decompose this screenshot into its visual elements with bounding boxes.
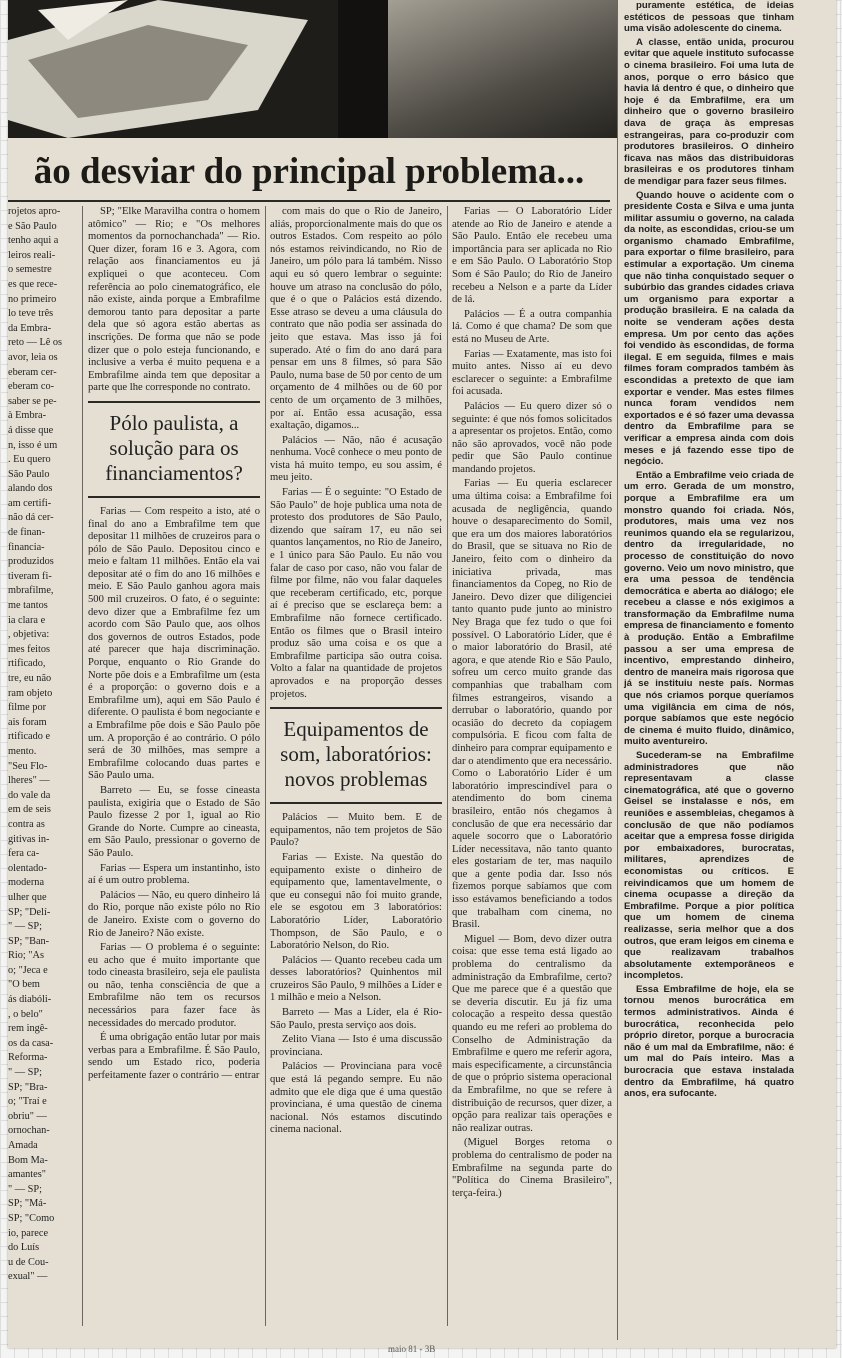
paragraph: mento. — [8, 745, 37, 757]
paragraph: Farias — Eu queria esclarecer uma última coisa: a Embrafilme foi acusada de negligência, quando houve o desaparecimento do Somil, que era um dos maiores laboratórios do Brasil, que se situava no Rio de Janeiro, feito com o dinheiro da iniciativa privada, mas financiamentos da Copeg, no Rio de Janeiro. Devo dizer que diligenciei tanto quanto pude junto ao ministro Ney Braga que fez tudo o que foi possível. O Laboratório Líder, que é o maior laboratório do Brasil, até agora, e que atende Rio e São Paulo, sofreu um cerco muito grande das companhias que trabalham com filmes estrangeiros, visando a derrubar o laboratório, quando por ocasião do decreto da copiagem compulsória. E ficou com falta de dinheiro para comprar equipamento e dar o atendimento que era necessário. Como o Laboratório Líder é um laboratório imprescindível para o atendimento do bom cinema brasileiro, então nós chegamos à conclusão de que era necessário dar aquele socorro que o Laboratório Líder necessitava, não tanto quanto eles gostariam de ter, mas naquilo que a gente podia dar. Isso nós fizemos porque sabíamos que com isso estávamos beneficiando a todos que trabalham com cinema, no Brasil. — [452, 478, 612, 931]
paragraph: leiros reali- — [8, 249, 56, 261]
paragraph: lheres" — — [8, 775, 50, 787]
paragraph: rojetos apro- — [8, 206, 61, 217]
paragraph: . Eu quero — [8, 454, 51, 466]
paragraph: ia clara e — [8, 614, 46, 626]
column-3 — [452, 206, 612, 1326]
header-photo — [8, 0, 610, 138]
column-1 — [88, 206, 260, 1326]
paragraph: Rio; "As — [8, 950, 44, 962]
column-2 — [270, 206, 442, 1326]
column-4 — [624, 0, 794, 1340]
paragraph: ais foram — [8, 716, 47, 728]
paragraph: olentado- — [8, 862, 47, 874]
headline-rule — [8, 200, 610, 202]
paragraph: SP; "Delí- — [8, 906, 51, 918]
column-1-body — [88, 506, 260, 1083]
paragraph: " — SP; — [8, 1183, 42, 1195]
newspaper-clipping — [8, 0, 836, 1354]
paragraph: eberam cer- — [8, 366, 57, 378]
paragraph: Farias — O Laboratório Líder atende ao Rio de Janeiro e atende a São Paulo. Então ele recebeu uma importância para ser aplicada no Rio e em São Paulo. O Laboratório Stop Som é São Paulo; do Rio de Janeiro recebeu a Nelson e a parte da Líder de lá. — [452, 206, 612, 306]
paragraph: tre, eu não — [8, 673, 52, 684]
paragraph: rem ingê- — [8, 1023, 48, 1035]
paragraph: à Embra- — [8, 410, 47, 422]
paragraph: Reforma- — [8, 1052, 48, 1064]
paragraph: Palácios — Não, não é acusação nenhuma. Você conhece o meu ponto de vista há muito tempo, eu sou assim, é meu jeito. — [270, 434, 442, 484]
paragraph: Sucederam-se na Embrafilme administradores que não representavam a classe cinematográfica, até que o governo Geisel se instalasse e nós, em reuniões e assembleias, chegamos à conclusão de que não podíamos aceitar que a empresa fosse dirigida por embaixadores, burocratas, militares, aprendizes de economistas ou críticos. E reivindicamos que um homem de cinema ocupasse a direção da Embrafilme. Porque a pior política que um homem de cinema realizasse, seria melhor que a dos outros, que eram leigos em cinema e que realizavam trabalhos absolutamente extemporâneos e incompletos. — [624, 750, 794, 982]
paragraph: moderna — [8, 877, 45, 889]
paragraph: Barreto — Mas a Líder, ela é Rio-São Paulo, presta serviço aos dois. — [270, 1007, 442, 1031]
paragraph: tiveram fi- — [8, 570, 52, 582]
paragraph: Quando houve o acidente com o presidente Costa e Silva e uma junta militar assumiu o governo, na calada da noite, as escondidas, criou-se um organismo chamado Embrafilme, para exportar o filme brasileiro, para estimular a exportação. Um cinema que não tinha conquistado sequer o subúrbio das grandes cidades criava um organismo para exportar a produção brasileira. E na calada da noite se venderam ações desta empresa. Um por cento das ações foi vendido às escondidas, de forma ilegal. E em seguida, filmes e mais filmes foram comprados também às escondidas a pretexto de que iam exportar e vender. Mas estes filmes nunca foram vendidos nem exportados e é só fazer uma devassa dentro da Embrafilme para se verificar a empresa ainda com dois meses e já fazendo esse tipo de negócio. — [624, 189, 794, 468]
paragraph: Palácios — Provinciana para você que está lá pegando sempre. Eu não admito que ele diga que é uma questão provinciana, é uma questão de cinema nacional. Nós estamos discutindo cinema nacional. — [270, 1061, 442, 1136]
column-1-intro — [88, 206, 260, 395]
paragraph: es que rece- — [8, 278, 58, 290]
column-divider — [265, 206, 266, 1326]
paragraph: SP; "Má- — [8, 1198, 47, 1210]
paragraph: Zelito Viana — Isto é uma discussão provinciana. — [270, 1034, 442, 1058]
paragraph: gitivas in- — [8, 833, 50, 845]
paragraph: Amada — [8, 1140, 38, 1151]
paragraph: ás diabóli- — [8, 994, 52, 1006]
paragraph: me tantos — [8, 600, 48, 612]
paragraph: Essa Embrafilme de hoje, ela se tornou menos burocrática em termos administrativos. Ainda é burocrática, reconhecida pelo próprio diretor, porque a burocracia não é um mal da Embrafilme, não: é um mal do País inteiro. Mas a burocracia que estava instalada dentro da Embrafilme, há quatro anos, era sufocante. — [624, 983, 794, 1100]
paragraph: mes feitos — [8, 643, 51, 655]
paragraph: financia- — [8, 541, 45, 553]
paragraph: saber se pe- — [8, 395, 57, 407]
paragraph: u de Cou- — [8, 1256, 49, 1268]
column-divider — [82, 206, 83, 1326]
column-2-body — [270, 206, 442, 701]
paragraph: A classe, então unida, procurou evitar que aquele instituto sufocasse o cinema brasileiro. Foi uma luta de anos, porque o erro básico que havia lá dentro é que, o dinheiro que hoje é da Embrafilme, era um dinheiro que o governo brasileiro dava de graça às empresas estrangeiras, para co-produzir com produtores brasileiros. O dinheiro ficava nas mãos das distribuidoras brasileiras e os produtores tinham de mendigar para fazer seus filmes. — [624, 36, 794, 187]
paragraph: alando dos — [8, 483, 53, 495]
paragraph: " — SP; — [8, 921, 42, 933]
paragraph: " — SP; — [8, 1067, 42, 1079]
paragraph: São Paulo — [8, 468, 50, 480]
photo-window-pane — [388, 0, 618, 138]
paragraph: do vale da — [8, 789, 51, 801]
paragraph: com mais do que o Rio de Janeiro, aliás, proporcionalmente mais do que os outros Estados. Com respeito ao pólo nós estamos reivindicando, no Rio de Janeiro, um pólo para lá também. Nisso aqui eu só quero lembrar o seguinte: houve um atraso na conclusão do pólo, que é o que o Palácios está dizendo. Esse atraso se deveu a uma cláusula do contrato que não podia ser assinada do jeito que estava. Mas isso já foi superado. Até o fim do ano dará para pensar em uns 8 filmes, só para São Paulo, numa base de 50 por cento de um orçamento de 4 milhões ou de 60 por cento de um orçamento de 3 milhões, por aí. Então essa acusação, essa exaltação, digamos... — [270, 206, 442, 432]
paragraph: fera ca- — [8, 848, 40, 860]
paragraph: eberam co- — [8, 381, 55, 393]
paragraph: amantes" — [8, 1169, 46, 1181]
paragraph: Miguel — Bom, devo dizer outra coisa: que esse tema está ligado ao problema do centralismo da administração da Embrafilme, certo? Que me parece que é a questão que se deveria discutir. Eu já fiz uma colocação a respeito dessa questão quando eu me referi ao problema do Conselho de Administração da Embrafilme e quero me referir agora, mais especificamente, a circunstância de que o próprio sistema operacional da Embrafilme, no que se refere à distribuição de recursos, quer dizer, a opção para realizar tais operações e não realizar outras. — [452, 933, 612, 1134]
subhead-polo: Pólo paulista, a solução para os financiamentos? — [105, 410, 243, 485]
paragraph: ulher que — [8, 891, 47, 903]
paragraph: mbrafilme, — [8, 585, 54, 597]
paragraph: produzidos — [8, 556, 54, 568]
subhead-box-polo — [88, 401, 260, 498]
page-footer: maio 81 - 3B — [388, 1344, 436, 1354]
paragraph: Farias — É o seguinte: "O Estado de São Paulo" de hoje publica uma nota de protesto dos produtores de São Paulo, dizendo que saíram 17, eu não sei quantos lançamentos, no Rio de Janeiro, e 1 único para São Paulo. Eu não vou falar de caso por caso, não vou falar de filme por filme, não vou falar daqueles que receberam certificado, etc, porque aí é preciso que se esclareça bem: a Embrafilme não fornece certificado. Então os filmes que o Brasil inteiro produz são uma coisa e os que a Embrafilme participa são outra coisa. Volto a falar na quantidade de projetos aprovados e na proporção desses projetos. — [270, 487, 442, 700]
paragraph: do Luís — [8, 1242, 40, 1254]
paragraph: SP; "Como — [8, 1212, 55, 1224]
paragraph: io, parece — [8, 1227, 49, 1239]
headline: ão desviar do principal problema... — [33, 151, 585, 192]
paragraph: Farias — Com respeito a isto, até o final do ano a Embrafilme tem que depositar 11 milhões de cruzeiros para o pólo de São Paulo. Depositou cinco e meio e faltam 11 milhões. Então ela vai depositar até o fim do ano 16 milhões e meio. E São Paulo ganhou agora mais 500 mil cruzeiros. O fato, é o seguinte: devo dizer que a Embrafilme fez um acordo com São Paulo que, aos olhos dos governos de outros Estados, pode até parecer que haja discriminação. Porque, enquanto o Rio Grande do Norte põe dois e a Embrafilme um (esta é a proporção: o governo dois e a Embrafilme um), aqui em São Paulo é diferente. O paulista é bom negociante e a Embrafilme põe dois e São Paulo põe um. A proporção é ao contrário. O pólo será de 30 milhões, mas sempre a Embrafilme colocando duas partes e São Paulo uma. — [88, 505, 260, 782]
paragraph: á disse que — [8, 424, 54, 436]
paragraph: Então a Embrafilme veio criada de um erro. Gerada de um monstro, porque a Embrafilme era um monstro quando foi criada. Nós, produtores, mais uma vez nos reunimos quando ela se regularizou, dentro da irregularidade, no processo de constituição do novo governo. Veio um novo ministro, que era uma pessoa de tendência democrática e aberta ao diálogo; ele recebeu a classe e nós exigimos a transformação da Embrafilme numa empresa de financiamento e fomento à produção. Então a Embrafilme passou a ser uma empresa de incentivo, emprestando dinheiro, dentro de maneira mais rigorosa que já se instituiu neste país. Normas que nós criamos porque queríamos uma vigilância em cima de nós, porque sabíamos que este negócio de cinema é muito fluido, dinâmico, muito aventureiro. — [624, 469, 794, 748]
column-divider — [447, 206, 448, 1326]
paragraph: , o belo" — [8, 1008, 43, 1020]
subhead-box-equipamentos — [270, 707, 442, 804]
paragraph: reto — Lê os — [8, 337, 63, 349]
column-2-continued — [270, 812, 442, 1137]
paragraph: rtificado, — [8, 658, 46, 670]
paragraph: Farias — Exatamente, mas isto foi muito antes. Nisso aí eu devo esclarecer o seguinte: a Embrafilme foi acusada. — [452, 348, 612, 398]
paragraph: os da casa- — [8, 1037, 54, 1049]
paragraph: ornochan- — [8, 1125, 50, 1137]
paragraph: Palácios — Eu quero dizer só o seguinte: é que nós fomos solicitados a apresentar os projetos. Então, como não são aprovados, você não pode pedir que São Paulo continue mandando projetos. — [452, 400, 612, 475]
paragraph: o semestre — [8, 264, 52, 276]
paragraph: obriu" — — [8, 1110, 47, 1122]
paragraph: "O bem — [8, 979, 40, 991]
paragraph: (Miguel Borges retoma o problema do centralismo de poder na Embrafilme na segunda parte do "Política do Cinema Brasileiro", terça-feira.) — [452, 1137, 612, 1199]
paragraph: filme por — [8, 702, 47, 714]
paragraph: , objetiva: — [8, 629, 50, 641]
paragraph: e São Paulo — [8, 220, 57, 232]
paragraph: em de seis — [8, 804, 51, 816]
paragraph: SP; "Ban- — [8, 935, 50, 947]
paragraph: Barreto — Eu, se fosse cineasta paulista, exigiria que o Estado de São Paulo fizesse 2 por 1, igual ao Rio Grande do Norte. Cumpre ao cineasta, em São Paulo, pressionar o governo de São Paulo. — [88, 784, 260, 859]
paragraph: lo teve três — [8, 308, 54, 320]
paragraph: SP; "Elke Maravilha contra o homem atômico" — Rio; e "Os melhores momentos da pornochanchada" — Rio. Quer dizer, foram 16 e 3. Agora, com relação aos financiamentos eu já expliquei o que aconteceu. Com referência ao polo cinematográfico, ele não existe, ainda porque a Embrafilme demorou tanto para depositar a parte dela que só agora estão abertas as inscrições. De forma que não se pode dizer que o polo esteja funcionando, e inclusive a verba é muito pequena e a Embrafilme ainda tem que depositar a parte que lhe corresponde no contrato. — [88, 206, 260, 394]
paragraph: rtificado e — [8, 731, 51, 743]
paragraph: Farias — Espera um instantinho, isto aí é um outro problema. — [88, 862, 260, 887]
paragraph: avor, leia os — [8, 351, 58, 363]
paragraph: Farias — O problema é o seguinte: eu acho que é muito importante que todo cineasta brasileiro, seja ele paulista ou não, tenha consciência de que a Embrafilme não tem os recursos necessários para fazer face às necessidades do mercado produtor. — [88, 942, 260, 1029]
column-0 — [8, 206, 76, 1326]
paragraph: É uma obrigação então lutar por mais verbas para a Embrafilme. É São Paulo, sendo um Estado rico, poderia perfeitamente fazer o contrário — entrar — [88, 1032, 260, 1082]
paragraph: puramente estética, de ideias estéticos de pessoas que tinham uma visão adolescente do cinema. — [624, 0, 794, 35]
paragraph: SP; "Bra- — [8, 1081, 48, 1093]
paragraph: ram objeto — [8, 687, 53, 699]
paragraph: Bom Ma- — [8, 1154, 48, 1166]
paragraph: contra as — [8, 818, 45, 830]
column-divider — [617, 0, 618, 1340]
paragraph: o; "Jeca e — [8, 964, 48, 976]
paragraph: am certifi- — [8, 497, 52, 509]
paragraph: n, isso é um — [8, 439, 58, 451]
paragraph: o; "Traí e — [8, 1096, 47, 1108]
paragraph: tenho aqui a — [8, 235, 59, 247]
paragraph: Palácios — Não, eu quero dinheiro lá do Rio, porque não existe pólo no Rio de Janeiro. Existe com o governo do Rio de Janeiro? Não existe. — [88, 889, 260, 939]
paragraph: da Embra- — [8, 322, 52, 334]
subhead-equipamentos: Equipamentos de som, laboratórios: novos problemas — [280, 717, 432, 792]
paragraph: exual" — — [8, 1271, 48, 1283]
paragraph: "Seu Flo- — [8, 760, 48, 772]
paragraph: no primeiro — [8, 293, 57, 305]
paragraph: não dá cer- — [8, 512, 54, 524]
paragraph: Farias — Existe. Na questão do equipamento existe o dinheiro de equipamento que, lamentavelmente, o que eu consegui não foi muito grande, ele se esgotou em 3 laboratórios: Laboratório Líder, Laboratório Thompson, de São Paulo, e o Laboratório Nelson, do Rio. — [270, 851, 442, 952]
paragraph: Palácios — Quanto recebeu cada um desses laboratórios? Quinhentos mil cruzeiros São Paulo, 9 milhões a Líder e 1 milhão e meio a Nelson. — [270, 954, 442, 1004]
paragraph: Palácios — Muito bem. E de equipamentos, não tem projetos de São Paulo? — [270, 812, 442, 849]
paragraph: Palácios — É a outra companhia lá. Como é que chama? De som que está no Museu de Arte. — [452, 308, 612, 345]
paragraph: de finan- — [8, 527, 45, 539]
